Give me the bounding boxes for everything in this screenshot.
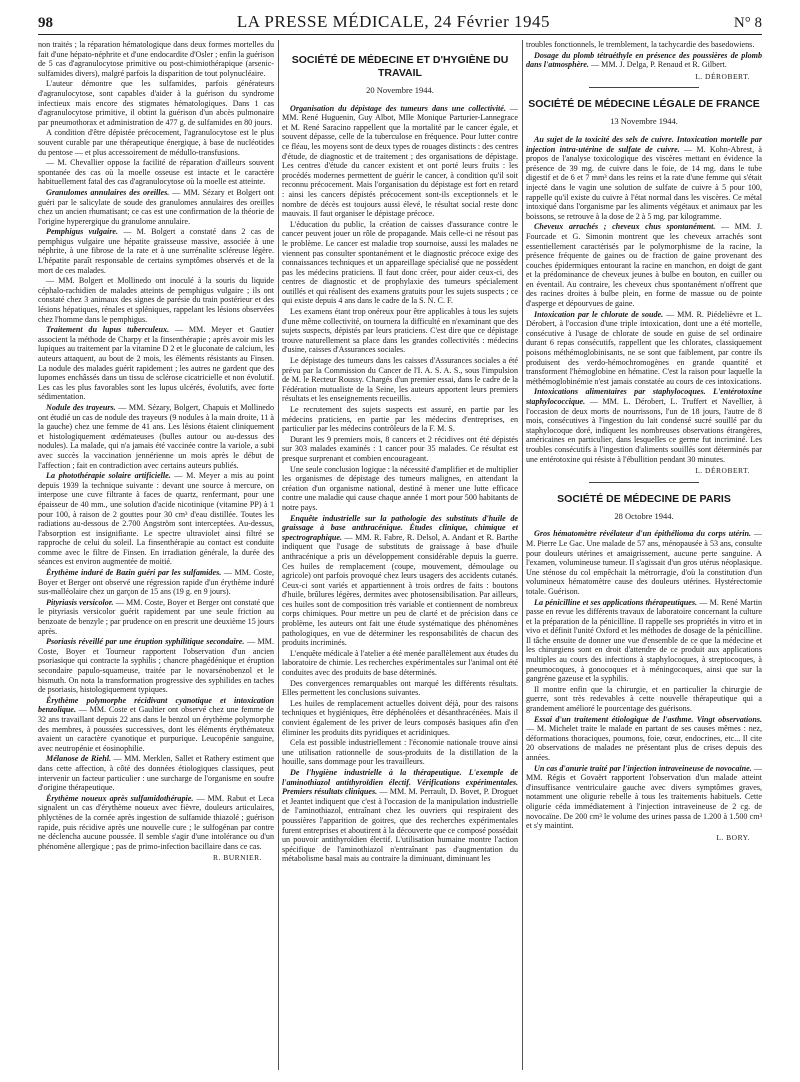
article-paragraph [38, 128, 274, 157]
article-paragraph [526, 598, 762, 684]
article-body: — M. Chevallier oppose la facilité de réparation d'ailleurs souvent spontanée des cas où la moelle osseuse est intacte et le caractère habituellement fatal des cas d'agranulocytose où la moelle est atteinte. [38, 158, 274, 187]
article-body: — M. Meyer a mis au point depuis 1939 la technique suivante : devant une source à mercure, on interpose une cuve filtrante à faces de quartz, renfermant, pour une épaisseur de 40 mm., une solution d'acide nicotinique (vitamine PP) à 1 pour 100, à raison de 2 gouttes pour 30 cm³ d'eau distillée. Toutes les radiations au-dessous de 2.700 Angström sont interceptées. Au-dessus, l'absorption est insignifiante. Le spectre ultraviolet ainsi filtré se rapproche de celui du soleil. La finsenthérapie au contact est conduite comme avec le filtre de Finsen. En irradiation générale, la durée des séances est environ augmentée de moitié. [38, 471, 274, 567]
section-title: SOCIÉTÉ DE MÉDECINE DE PARIS [557, 492, 731, 505]
article-body: — MM. René Huguenin, Guy Albot, Mlle Monique Parturier-Lannegrace et M. René Saracino rappellent que la mortalité par le cancer égale, et souvent dépasse, celle de la tuberculose en fréquence. Pour lutter contre ce fléau, les moyens sont de deux types de rouages distincts : des centres d'étude, de diagnostic et de traitement ; des organisations de dépistage. Les centres d'étude du cancer existent et ont porté leurs fruits : les procédés modernes permettent de guérir le cancer, à condition qu'il soit reconnu précocement. Mais l'organisation du dépistage est fort en retard : ainsi les cancers dépistés précocement sont-ils exceptionnels et le nombre de décès est toujours aussi élevé, le résultat social reste donc mauvais. Il faut organiser le dépistage précoce. [282, 103, 518, 219]
article-paragraph [282, 104, 518, 219]
article-heading: Enquête industrielle sur la pathologie des substituts d'huile de graissage à base anthracénique. Études clinique, chimique et spectrographique. [282, 513, 518, 542]
article-heading: Dosage du plomb tétraéthyle en présence des poussières de plomb dans l'atmosphère. [526, 50, 762, 70]
article-heading: Au sujet de la toxicité des sels de cuivre. Intoxication mortelle par injection intra-utérine de sulfate de cuivre. [526, 134, 762, 154]
section-title: SOCIÉTÉ DE MÉDECINE LÉGALE DE FRANCE [528, 98, 760, 111]
article-body: — MM. Coste et Gaultier ont observé chez une femme de 32 ans travaillant depuis 22 ans dans le benzol un érythème polymorphe des membres, à poussées successives, dont les éléments érythémateux avaient un caractère cyanotique et purpurique. Leucopénie sanguine, avec neutropénie et éosinophilie. [38, 705, 274, 753]
journal-title: LA PRESSE MÉDICALE, 24 Février 1945 [236, 12, 550, 31]
article-body: Une seule conclusion logique : la nécessité d'amplifier et de multiplier les organismes de dépistage des tumeurs malignes, en attendant la création d'un organisme national, destiné à mener une lutte efficace contre une maladie qui cause chaque année 1 mort pour 500 habitants de notre pays. [282, 464, 518, 512]
article-body: — MM. Régis et Govaërt rapportent l'observation d'un malade atteint d'insuffisance ventriculaire gauche avec divers symptômes graves, notamment une oligurie rebelle à tous les traitements habituels. Cette oligurie céda immédiatement à l'injection intraveineuse de 2 cg. de novocaïne. De 200 cm³ le volume des urines passa de 1.200 à 1.500 cm³ et s'y maintint. [526, 763, 762, 831]
article-heading: Traitement du lupus tuberculeux. [46, 325, 170, 335]
article-heading: Un cas d'anurie traité par l'injection intraveineuse de novocaïne. [534, 763, 752, 773]
article-body: Les huiles de remplacement actuelles doivent déjà, pour des raisons techniques et hygiéniques, être déphénolées et désanthracénées. Mais il convient également de les priver de leurs composés basiques afin d'en éliminer les produits dits pyridiques et acridiniques. [282, 698, 518, 737]
article-paragraph [526, 529, 762, 596]
article-paragraph [526, 764, 762, 831]
article-heading: Érythème noueux après sulfamidothérapie. [46, 793, 194, 803]
page-number: 98 [38, 15, 53, 31]
article-paragraph [526, 387, 762, 464]
article-body: Il montre enfin que la chirurgie, et en particulier la chirurgie de guerre, sont très redevables à cette nouvelle thérapeutique qui a grandement amélioré le pourcentage des guérisons. [526, 684, 762, 714]
article-body: — M. Bolgert a constaté dans 2 cas de pemphigus vulgaire une hépatite graisseuse massive, associée à une néphrite, à une fibrose de la rate et à une surrénalite scléreuse légère. L'hépatite paraît responsable de certains symptômes observés et de la mort de ces malades. [38, 227, 274, 275]
article-heading: Essai d'un traitement étiologique de l'asthme. Vingt observations. [534, 714, 762, 724]
article-paragraph [38, 696, 274, 754]
article-body: — MM. R. Piédelièvre et L. Dérobert, à l'occasion d'une triple intoxication, dont une a été mortelle, consécutive à l'usage de chlorate de soude en guise de sel ordinaire durant 6 repas consécutifs, rappellent que les chlorates, classiquement poisons méthémoglobinisants, ne se sont que faiblement, par contre ils produisent des verdo-hémochromogènes en grande quantité et transforment l'hémoglobine en hématine. C'est la raison pour laquelle la méthémoglobinémie n'est jamais constatée au cours de ces intoxications. [526, 309, 762, 386]
column-right [526, 40, 762, 1070]
article-paragraph [526, 135, 762, 221]
article-paragraph [282, 514, 518, 648]
article-list [38, 40, 274, 851]
article-heading: Érythème polymorphe récidivant cyanotique et intoxication benzolique. [38, 695, 274, 715]
article-heading: Nodule des trayeurs. [46, 402, 116, 412]
article-heading: Pemphigus vulgaire. [46, 227, 119, 237]
article-paragraph [38, 325, 274, 402]
article-paragraph [526, 715, 762, 763]
article-heading: Granulomes annulaires des oreilles. [46, 187, 170, 197]
session-date: 13 Novembre 1944. [610, 116, 678, 127]
article-heading: Organisation du dépistage des tumeurs dans une collectivité. [290, 103, 506, 113]
article-paragraph [38, 227, 274, 275]
article-body: — M. René Martin passe en revue les différents travaux de laboratoire concernant la culture et la préparation de la pénicilline. Il rappelle ses propriétés in vitro et in vivo et définit l'unité Oxford et les méthodes de dosage de la pénicilline. Il tâche ensuite de donner une vue d'ensemble de ce que la médecine et les chirurgiens sont en droit d'attendre de ce produit aux applications multiples au cours des infections à staphylocoques, à streptocoques, à pneumocoques, à gonocoques et à méningocoques, ainsi que sur la gangrène gazeuse et la syphilis. [526, 597, 762, 684]
section-divider [589, 482, 699, 483]
article-paragraph [38, 754, 274, 792]
article-paragraph [282, 679, 518, 698]
section-title: SOCIÉTÉ DE MÉDECINE ET D'HYGIÈNE DU TRAVAIL [291, 54, 509, 79]
continued-text: troubles fonctionnels, le tremblement, la tachycardie des basedowiens. [526, 40, 755, 49]
article-body: — MM. Meyer et Gautier associent la méthode de Charpy et la finsenthérapie ; après avoir mis les lupiques au traitement par la vitamine D 2 et le gluconate de calcium, les auteurs attaquent, au bout de 2 mois, les éléments résistants au Finsen. La nodule des malades guérit rapidement ; les autres ne gardent que des lupomes enchâssés dans un tissu de sclérose cicatricielle et non évolutif. Les cas les plus favorables sont les lupus ulcérés, évolutifs, avec forte sédimentation. [38, 325, 274, 402]
article-heading: La photothérapie solaire artificielle. [46, 471, 171, 481]
article-paragraph [282, 465, 518, 513]
article-paragraph [282, 220, 518, 306]
session-date: 28 Octobre 1944. [614, 510, 674, 521]
article-body: Durant les 9 premiers mois, 8 cancers et 2 récidives ont été dépistés sur 303 malades examinés : 1 cancer pour 35 malades. Ce résultat est presque surprenant et combien encourageant. [282, 434, 518, 463]
article-paragraph [282, 649, 518, 678]
article-list [526, 529, 762, 830]
article-heading: De l'hygiène industrielle à la thérapeutique. L'exemple de l'aminothiazol antithyroïdien électif. Vérifications expérimentales. Premiers résultats cliniques. [282, 767, 518, 797]
article-paragraph [526, 51, 762, 70]
article-heading: Érythème induré de Bazin guéri par les sulfamides. [46, 568, 222, 578]
article-paragraph [38, 276, 274, 324]
column-left [38, 40, 274, 1070]
article-paragraph [38, 794, 274, 852]
article-body: — MM. Sézary, Bolgert, Chapuis et Mollinedo ont étudié un cas de nodule des trayeurs (9 nodules à la main droite, 11 à la gauche) chez une femme de 41 ans. Les lésions étaient cliniquement et histologiquement œdémateuses (bulles autour ou au-dessus des nodules). La malade, qui n'a jamais été vaccinée contre la variole, a subi avec succès la vaccination jennérienne un mois après le début de l'affection ; fait en contradiction avec certains auteurs publiés. [38, 402, 274, 470]
article-body: — MM. Coste, Boyer et Berger ont constaté que le pityriasis versicolor guérit rapidement par une seule friction au benzoate de benzyle ; par prudence on en prescrit une deuxième 15 jours après. [38, 597, 274, 636]
article-paragraph [282, 405, 518, 434]
article-paragraph [38, 40, 274, 78]
article-paragraph [38, 637, 274, 695]
article-paragraph [38, 188, 274, 226]
article-paragraph [282, 435, 518, 464]
article-body: — MM. R. Fabre, R. Delsol, A. Andant et R. Barthe indiquent que l'usage de substituts de graissage à base d'huile anthracénique a pris un développement considérable depuis la guerre. Ces huiles de remplacement (coupe, mouvement, démoulage ou agricole) ont parfois provoqué chez leurs usagers des accidents cutanés. Ceux-ci sont variés et appartiennent à trois ordres de faits : boutons d'huile, brûlures légères, dermites avec photosensibilisation. Par ailleurs, ces huiles sont de composition très variable et contiennent de nombreux corps chimiques. Pour mettre un peu de clarté et de précision dans ce problème, les auteurs ont fait une étude systématique des phénomènes pathologiques, en vue de déterminer les responsabilités de chacun des produits incriminés. [282, 532, 518, 648]
article-body: — M. Michelet traite le malade en partant de ses causes mêmes : nez, déformations thoraciques, poumons, foie, cœur, endocrines, etc... Il cite 20 observations de malades ne présentant plus de crises depuis des années. [526, 724, 762, 762]
article-body: — MM. Rabut et Leca signalent un cas d'érythème noueux avec fièvre, douleurs articulaires, phlyctènes de la cornée après ingestion de sulfamide thiazolé ; guérison rapide, puis récidive après une nouvelle cure ; le sulfogénan par contre ne déclencha aucune poussée. Il semble s'agir d'une intolérance ou d'un phénomène allergique ; pas de primo-infection bacillaire dans ce cas. [38, 793, 274, 851]
article-body: — MM. Coste, Boyer et Tourneur rapportent l'observation d'un ancien psoriasique qui contracte la syphilis ; chancre phagédénique et éruption secondaire papulo-squameuse, traitée par le novarsénobenzol et le bismuth. On nota la transformation progressive des syphilides en taches de psoriasis, histologiquement typiques. [38, 637, 274, 695]
article-body: Des convergences remarquables ont marqué les différents résultats. Elles permettent les conclusions suivantes. [282, 678, 518, 698]
article-body: — MM. J. Fourcade et G. Simonin montrent que les cheveux arrachés sont essentiellement caractérisés par le polymorphisme de la racine, la présence fréquente de gaines ou de fraction de gaine provenant des couches épidermiques entourant la racine en manchon, en doigt de gant et la prédominance de cheveux jeunes à bulbe en bouton, en cuiller ou en éventail. Au contraire, les cheveux chus spontanément n'offrent que des racines droites à bulbe plein, en forme de massue ou de pointe d'asperge et dépourvues de gaine. [526, 222, 762, 309]
article-paragraph [38, 79, 274, 127]
article-heading: La pénicilline et ses applications thérapeutiques. [534, 597, 698, 607]
article-heading: Mélanose de Riehl. [46, 754, 112, 764]
article-paragraph [282, 356, 518, 404]
article-paragraph [38, 598, 274, 636]
article-body: — M. Kohn-Abrest, à propos de l'analyse toxicologique des viscères mettant en évidence la présence de 39 mg. de cuivre dans le foie, de 14 mg. dans le tube digestif et de 6 et 7 mm³ dans les reins et la rate d'une femme qui s'était injecté dans le vagin une solution de sulfate de cuivre à 5 pour 100, rappelle qu'il existe du cuivre à l'état normal dans les viscères. Ce métal intoxiqué dans l'organisme par les aliments végétaux et animaux par les boissons, se retrouve à la dose de 2 à 5 mg. par kilogramme. [526, 144, 762, 221]
article-heading: Pityriasis versicolor. [46, 597, 114, 607]
article-body: Le dépistage des tumeurs dans les caisses d'Assurances sociales a été prévu par la Commission du Cancer de l'I. A. S. A. S., sous l'impulsion de M. le Recteur Roussy. Chargés d'un premier essai, dans le cadre de la Fédération mutualiste de la Seine, les auteurs apportent leurs premiers résultats et les enseignements recueillis. [282, 356, 518, 404]
article-body: Le recrutement des sujets suspects est assuré, en partie par les médecins praticiens, en partie par les médecins d'entreprises, en particulier par les médecins contrôleurs de la F. M. S. [282, 405, 518, 434]
article-body: — MM. L. Dérobert, L. Truffert et Navellier, à l'occasion de deux morts de nourrissons, l'un de 18 jours, l'autre de 8 mois, consécutives à l'ingestion du lait condensé sucré souillé par du staphylocoque doré, indiquent les nombreuses observations étrangères, américaines en particulier, dans lesquelles ce germe fut incriminé. Les troubles consécutifs à l'ingestion d'aliments souillés sont déterminés par une entérotoxine qui résiste à l'ébullition pendant 30 minutes. [526, 397, 762, 464]
article-body: — MM. Coste, Boyer et Berger ont observé une régression rapide d'un érythème induré sus-malléolaire chez un garçon de 15 ans (19 g. en 9 jours). [38, 568, 274, 597]
page-header [38, 12, 762, 35]
article-heading: Psoriasis réveillé par une éruption syphilitique secondaire. [46, 637, 245, 647]
column-rule [522, 40, 523, 1070]
article-body: — MM. Sézary et Bolgert ont guéri par le salicylate de soude des granulomes annulaires des oreilles chez un ancien rhumatisant; ce cas est une confirmation de la théorie de l'origine hyperergique du granulome annulaire. [38, 187, 274, 226]
article-paragraph [282, 307, 518, 355]
article-paragraph [282, 699, 518, 737]
article-body: L'auteur démontre que les sulfamides, parfois générateurs d'agranulocytose, sont capables d'aider à la guérison du syndrome infectieux mais encore des stigmates hématologiques. Dans 1 cas d'agranulocytose primitive, il obtint la guérison d'un abcès pulmonaire par pneumothorax et administration de 477 g. de sulfamides en 80 jours. [38, 79, 274, 127]
author-signature: L. BORY. [716, 832, 750, 842]
article-paragraph [526, 222, 762, 308]
session-date: 20 Novembre 1944. [366, 85, 434, 95]
article-body: non traités ; la réparation hématologique dans deux formes mortelles du fait d'une hépato-néphrite et d'une endocardite d'Osler ; enfin la guérison de 5 cas d'agranulocytose primitive ou post-chimiothérapique (arsenic-sulfamides divers), malgré parfois la disparition de tout polynucléaire. [38, 40, 274, 78]
article-paragraph [282, 768, 518, 864]
author-signature: L. DÉROBERT. [695, 71, 750, 81]
article-body: — MM. Bolgert et Mollinedo ont inoculé à la souris du liquide céphalo-rachidien de malades atteints de pemphigus vulgaire ; ils ont constaté chez 3 animaux des signes de parésie du train postérieur et des lésions hépatiques, rénales et spléniques, rappelant les lésions observées chez l'homme dans le pemphigus. [38, 276, 274, 324]
article-paragraph [38, 403, 274, 470]
article-body: — MM. J. Delga, P. Renaud et R. Gilbert. [591, 60, 727, 70]
article-paragraph [526, 685, 762, 714]
article-paragraph [38, 158, 274, 187]
article-heading: Intoxication par le chlorate de soude. [534, 309, 664, 319]
article-paragraph [526, 310, 762, 387]
author-signature: L. DÉROBERT. [695, 466, 750, 476]
article-body: — MM. Merklen, Sallet et Rathery estiment que dans cette affection, à côté des données étiologiques classiques, peut intervenir un facteur particulier : une surcharge de l'organisme en soufre d'origine thérapeutique. [38, 754, 274, 793]
article-body: L'éducation du public, la création de caisses d'assurance contre le cancer peuvent jouer un rôle de propagande. Mais celle-ci ne résout pas le problème. Le cancer est maladie trop sournoise, aussi les malades ne viennent pas consulter spontanément et le diagnostic précoce exige des connaissances techniques et un appareillage spécialisé que ne possèdent pas les médecins praticiens. Il faut donc créer, pour aider ceux-ci, des centres de diagnostic et de prophylaxie des tumeurs spécialement outillés et qui réalisent des examens gratuits pour les sujets suspects ; ce qui existe depuis 4 ans dans le cadre de la S. N. C. F. [282, 219, 518, 306]
article-paragraph [282, 738, 518, 767]
article-list [526, 51, 762, 70]
column-middle [282, 40, 518, 1070]
article-heading: Cheveux arrachés ; cheveux chus spontanément. [534, 222, 716, 232]
article-paragraph [38, 568, 274, 597]
article-heading: Intoxications alimentaires par staphylocoques. L'entérotoxine staphylococcique. [526, 387, 762, 406]
article-list [526, 135, 762, 464]
article-body: — M. Pierre Le Gac. Une malade de 57 ans, ménopausée à 53 ans, consulte pour douleurs utérines et amaigrissement, aucune perte sanguine. A l'examen, volumineuse tumeur. Il s'agissait d'un gros utérus néoplasique. Une sténose du col empêchait la métrorragie, d'où la constitution d'un volumineux hématomètre cause des douleurs utérines. Hystérectomie totale. Guérison. [526, 529, 762, 596]
article-body: Les examens étant trop onéreux pour être applicables à tous les sujets d'une même collectivité, on tournera la difficulté en n'examinant que des sujets suspects, dépistés par leurs praticiens. C'est dire que ce dépistage trouve naturellement sa place dans les grandes collectivités : médecins d'usine, caisses d'Assurances sociales. [282, 307, 518, 355]
author-signature: R. BURNIER. [212, 853, 262, 863]
article-body: L'enquête médicale à l'atelier a été menée parallèlement aux études du laboratoire de chimie. Les recherches expérimentales sur l'animal ont été conduites avec des produits de base déterminés. [282, 648, 518, 678]
column-rule [278, 40, 279, 1070]
article-heading: Gros hématomètre révélateur d'un épithélioma du corps utérin. [534, 529, 751, 539]
article-list [282, 104, 518, 864]
article-paragraph [38, 471, 274, 567]
section-divider [589, 87, 699, 88]
article-body: Cela est possible industriellement : l'économie nationale trouve ainsi une utilisation rationnelle de sous-produits de la distillation de la houille, sans dommage pour les travailleurs. [282, 738, 518, 767]
article-body: A condition d'être dépistée précocement, l'agranulocytose est le plus souvent curable par une thérapeutique énergique, à base de nucléotides du pentose — et plus accessoirement de médullo-transfusions. [38, 128, 274, 157]
article-body: — MM. M. Perrault, D. Bovet, P. Droguet et Jeantet indiquent que c'est à l'occasion de la manipulation industrielle de l'aminothiazol, entraînant chez les ouvriers qui respiraient des poussières l'apparition de goitres, que des recherches expérimentales furent entreprises et aboutirent à la découverte que ce composé possédait un pouvoir antithyroïdien électif. L'utilisation humaine montre l'action spécifique de l'aminothiazol n'entraînant pas d'augmentation du métabolisme basal mais au contraire la diminuant, diminuant les [282, 787, 518, 864]
issue-number: N° 8 [733, 15, 762, 31]
